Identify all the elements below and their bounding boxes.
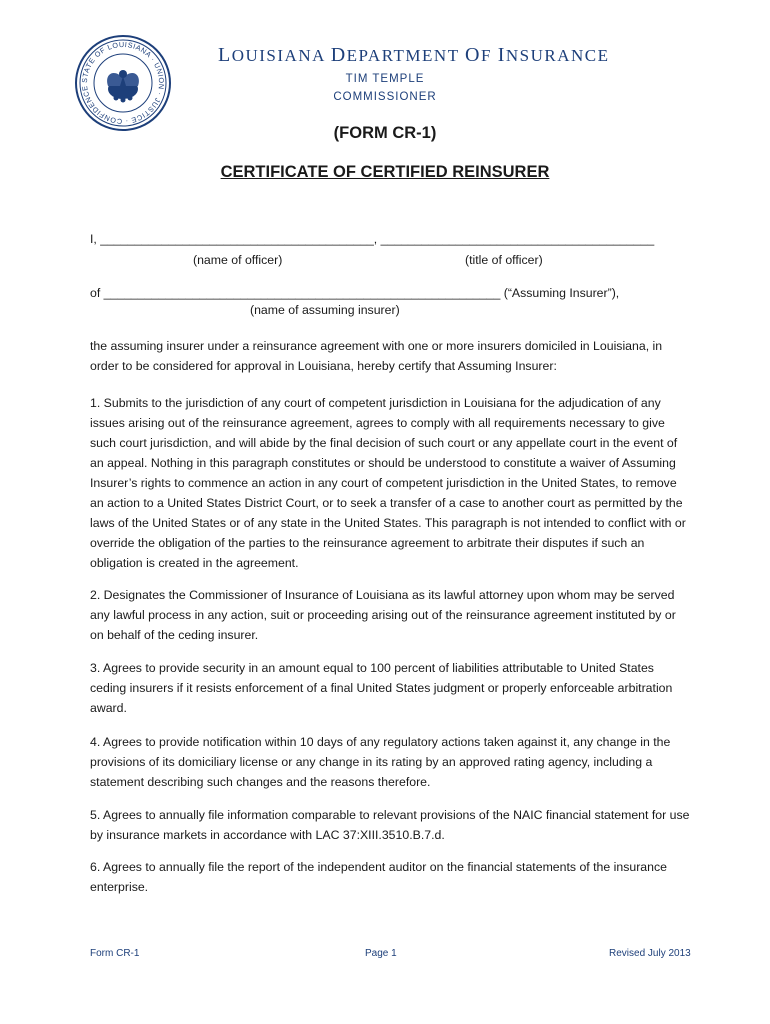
item-3: 3. Agrees to provide security in an amount equal to 100 percent of liabilities attributable to United States ceding insurers if it resists enforcement of a final United States judgment or properly enforceable arbitration award. bbox=[90, 661, 673, 715]
insurer-blank-line: of __________________________________________________________ (“Assuming Insurer”), bbox=[90, 286, 620, 300]
footer-form: Form CR-1 bbox=[90, 948, 140, 959]
item-6: 6. Agrees to annually file the report of the independent auditor on the financial statements of the insurance enterprise. bbox=[90, 860, 667, 894]
footer-page: Page 1 bbox=[365, 948, 397, 959]
name-of-officer-label: (name of officer) bbox=[193, 253, 283, 267]
footer-revised: Revised July 2013 bbox=[609, 948, 691, 959]
item-2: 2. Designates the Commissioner of Insurance of Louisiana as its lawful attorney upon whom may be served any lawful process in any action, suit or proceeding arising out of the reinsurance agreement instituted by or on behalf of the ceding insurer. bbox=[90, 588, 676, 642]
commissioner-title: COMMISSIONER bbox=[333, 91, 437, 103]
state-seal-logo bbox=[74, 34, 172, 132]
item-5: 5. Agrees to annually file information comparable to relevant provisions of the NAIC financial statement for use by insurance markets in accordance with LAC 37:XIII.3510.B.7.d. bbox=[90, 808, 690, 842]
form-number: (FORM CR-1) bbox=[333, 124, 437, 142]
item-1: 1. Submits to the jurisdiction of any court of competent jurisdiction in Louisiana for the adjudication of any issues arising out of the reinsurance agreement, agrees to comply with all requirements necessary to give such court jurisdiction, and will abide by the final decision of such court or any appellate court in the event of an appeal. Nothing in this paragraph constitutes or should be understood to constitute a waiver of Assuming Insurer’s rights to commence an action in any court of competent jurisdiction in the United States, to remove an action to a United States District Court, or to seek a transfer of a case to another court as permitted by the laws of the United States or of any state in the United States. This paragraph is not intended to conflict with or override the obligation of the parties to the reinsurance agreement to arbitrate their disputes if such an obligation is created in the agreement. bbox=[90, 396, 686, 570]
commissioner-name: TIM TEMPLE bbox=[345, 73, 425, 85]
document-title: CERTIFICATE OF CERTIFIED REINSURER bbox=[220, 163, 550, 181]
department-name: LOUISIANA DEPARTMENT OF INSURANCE bbox=[218, 44, 610, 66]
title-of-officer-label: (title of officer) bbox=[465, 253, 543, 267]
name-of-insurer-label: (name of assuming insurer) bbox=[250, 303, 400, 317]
seal-ring-text: STATE OF LOUISIANA · UNION · JUSTICE · CONFIDENCE bbox=[79, 39, 167, 127]
item-4: 4. Agrees to provide notification within 10 days of any regulatory actions taken against it, any change in the provisions of its domiciliary license or any change in its rating by an approved rating agency, including a statement describing such changes and the reasons therefore. bbox=[90, 735, 671, 789]
intro-paragraph: the assuming insurer under a reinsurance agreement with one or more insurers domiciled in Louisiana, in order to be considered for approval in Louisiana, hereby certify that Assuming Insurer: bbox=[90, 339, 663, 373]
officer-blank-line: I, ________________________________________, ________________________________________ bbox=[90, 232, 655, 246]
